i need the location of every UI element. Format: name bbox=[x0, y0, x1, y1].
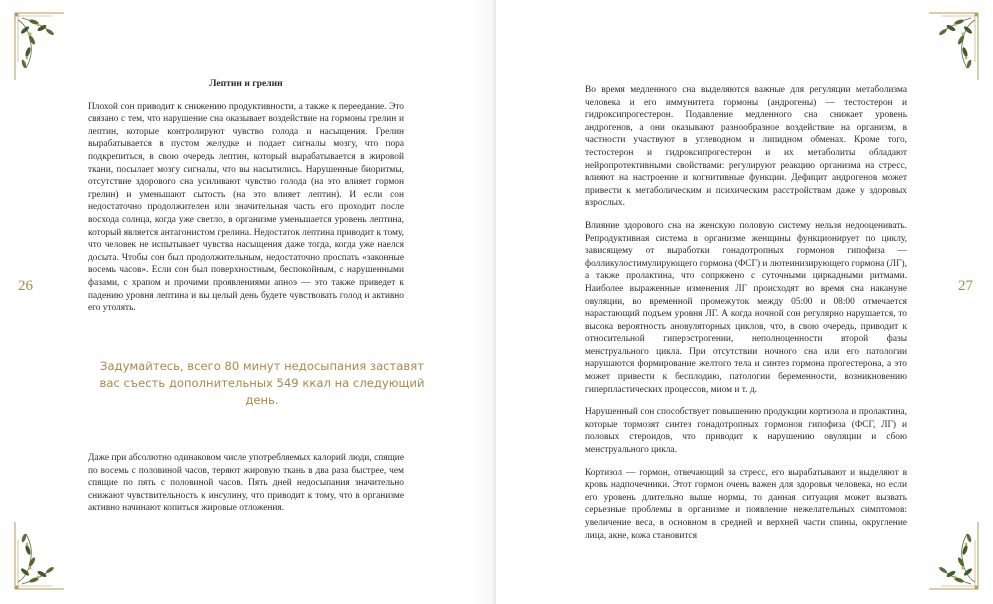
left-page bbox=[0, 0, 495, 604]
section-heading: Лептин и грелин bbox=[209, 78, 283, 89]
left-text-block-bottom bbox=[88, 452, 404, 525]
paragraph: Даже при абсолютно одинаковом числе употребляемых калорий люди, спящие по восемь с половиной часов, теряют жировую ткань в два раза быстрее, чем спящие по пять с половиной часов. Пять дней недосыпания значительно снижают чувствительность к инсулину, что приводит к тому, что в организме активно начинают копиться жировые отложения. bbox=[88, 453, 404, 514]
bottom-left-ornament-icon bbox=[12, 518, 68, 592]
top-left-ornament-icon bbox=[12, 10, 68, 84]
pull-quote: Задумайтесь, всего 80 минут недосыпания заставят вас съесть дополнительных 549 ккал на следующий день. bbox=[99, 359, 425, 407]
page-number: 27 bbox=[958, 278, 973, 294]
right-page bbox=[496, 0, 993, 604]
top-right-ornament-icon bbox=[925, 10, 981, 84]
gutter-shadow bbox=[470, 0, 494, 604]
paragraph: Влияние здорового сна на женскую половую систему нельзя недооценивать. Репродуктивная система в организме женщины функционирует по циклу, зависящему от выработки гонадотропных гормонов гипофиза — фолликулостимулирующего гормона (ФСГ) и лютеинизирующего гормона (ЛГ), а также пролактина, что сопряжено с суточными циркадными ритмами. Наиболее выраженные изменения ЛГ происходят во время сна накануне овуляции, во временной промежуток между 05:00 и 08:00 отмечается нарастающий подъем уровня ЛГ. А когда ночной сон регулярно нарушается, то высока вероятность ановуляторных циклов, что, в свою очередь, приводит к относительной гиперэстрогении, неполноценности второй фазы менструального цикла. При отсутствии ночного сна или его патологии нарушаются формирование желтого тела и синтез гормона прогестерона, а это может привести к бесплодию, патологии беременности, возникновению гиперпластических процессов, миом и т. д. bbox=[585, 220, 907, 395]
left-text-block bbox=[88, 78, 404, 325]
paragraph: Кортизол — гормон, отвечающий за стресс, его вырабатывают и выделяют в кровь надпочечники. Этот гормон очень важен для здоровья человека, но если его уровень длительно выше нормы, то данная ситуация может вызвать серьезные проблемы в организме и появление нежелательных симптомов: увеличение веса, в основном в средней и верхней части спины, округление лица, акне, кожа становится bbox=[585, 467, 907, 541]
bottom-right-ornament-icon bbox=[925, 518, 981, 592]
page-number: 26 bbox=[18, 278, 33, 294]
paragraph: Нарушенный сон способствует повышению продукции кортизола и пролактина, которые тормозят синтез гонадотропных гормонов гипофиза (ФСГ, ЛГ) и половых стероидов, что приводит к нарушению овуляции и сбою менструального цикла. bbox=[585, 407, 907, 456]
right-text-block bbox=[585, 84, 907, 552]
paragraph: Во время медленного сна выделяются важные для регуляции метаболизма человека и его иммунитета гормоны (андрогены) — тестостерон и гидроксипрогестерон. Подавление медленного сна снижает уровень андрогенов, а они оказывают разнообразное воздействие на организм, в частности участвуют в углеводном и липидном обменах. Кроме того, тестостерон и гидроксипрогестерон и их метаболиты обладают нейропротективными свойствами: регулируют реакцию организма на стресс, влияют на настроение и когнитивные функции. Дефицит андрогенов может привести к метаболическим и психическим расстройствам даже у здоровых взрослых. bbox=[585, 85, 907, 209]
paragraph: Плохой сон приводит к снижению продуктивности, а также к переедание. Это связано с тем, что нарушение сна оказывает воздействие на гормоны грелин и лептин, которые контролируют чувство голода и насыщения. Грелин вырабатывается в пустом желудке и подает сигналы мозгу, что пора подкрепиться, в свою очередь лептин, который вырабатывается в жировой ткани, посылает мозгу сигналы, что вы насытились. Нарушенные биоритмы, отсутствие здорового сна усиливают чувство голода (на это влияет гормон грелин) и уменьшают сытость (на это влияет лептин). И если сон недостаточно продолжителен или значительная часть его проходит после восхода солнца, когда уже светло, в организме уменьшается уровень лептина, который является антагонистом грелина. Недостаток лептина приводит к тому, что человек не испытывает чувства насыщения даже тогда, когда уже наелся досыта. Чтобы сон был продолжительным, недостаточно проспать «законные восемь часов». Если сон был поверхностным, беспокойным, с нарушенными фазами, с храпом и прочими проявлениями апноэ — это также приведет к падению уровня лептина и вы целый день будете чувствовать голод и активно его утолять. bbox=[88, 101, 404, 314]
